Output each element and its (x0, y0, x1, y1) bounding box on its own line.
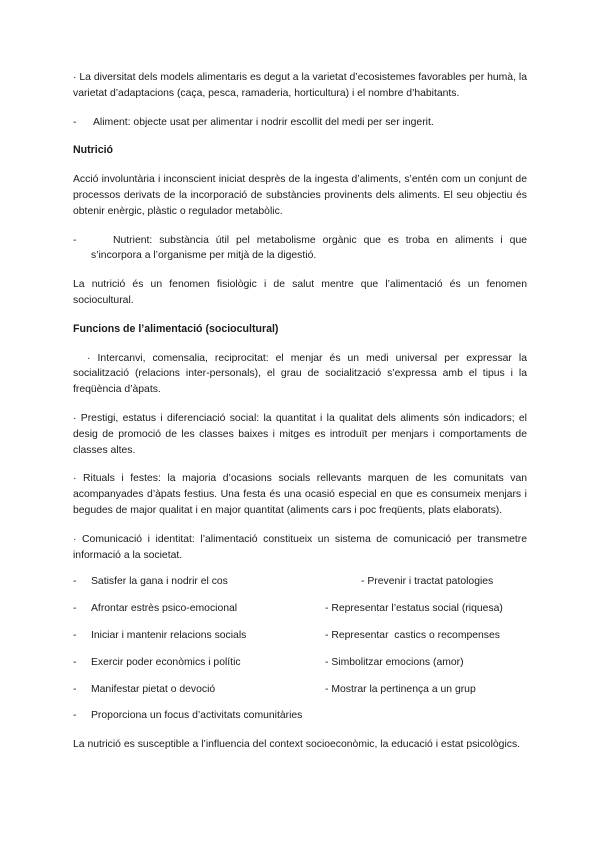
function-right: - Mostrar la pertinença a un grup (325, 683, 476, 695)
paragraph-intercanvi: · Intercanvi, comensalia, reciprocitat: el menjar és un medi universal per expressar la socialització (relacions inter-personals), el grau de socialització s’expressa amb el tipus i la freqüència d’àpats. (73, 352, 530, 396)
paragraph-rituals: · Rituals i festes: la majoria d’ocasions socials rellevants marquen de les comunitats van acompanyades d’àpats festius. Una festa és una ocasió especial en que es consumeix menjars i begudes de major qualitat i en major quantitat (aliments cars i poc freqüents, plats elaborats). (73, 473, 527, 516)
paragraph-fenomen: La nutrició és un fenomen fisiològic i de salut mentre que l’alimentació és un fenomen sociocultural. (73, 279, 527, 306)
function-left: Iniciar i mantenir relacions socials (91, 629, 247, 641)
function-row (73, 628, 527, 644)
function-right: - Representar castics o recompenses (325, 629, 500, 641)
paragraph-final: La nutrició es susceptible a l’influencia del context socioeconòmic, la educació i estat psicològics. (73, 739, 521, 751)
paragraph-prestigi: · Prestigi, estatus i diferenciació social: la quantitat i la qualitat dels aliments són indicadors; el desig de promoció de les classes baixes i mitges es introduït per menjars i comportaments de classes altes. (73, 412, 527, 456)
function-row (73, 601, 527, 617)
dash-marker: - (73, 656, 77, 668)
function-row (73, 682, 527, 698)
function-left: Satisfer la gana i nodrir el cos (91, 576, 228, 588)
function-row (73, 708, 527, 724)
function-right: - Representar l’estatus social (riquesa) (325, 603, 503, 615)
function-right: - Prevenir i tractat patologies (361, 576, 494, 588)
paragraph-comunicacio: · Comunicació i identitat: l’alimentació constitueix un sistema de comunicació per transmetre informació a la societat. (73, 533, 527, 561)
function-right: - Simbolitzar emocions (amor) (325, 656, 464, 668)
dash-marker: - (73, 683, 77, 695)
definition-aliment (73, 115, 527, 131)
heading-funcions: Funcions de l’alimentació (sociocultural) (73, 322, 279, 335)
definition-text: Nutrient: substància útil pel metabolisme orgànic que es troba en aliments i que s’incorpora a l’organisme per mitjà de la digestió. (91, 234, 527, 262)
function-row (73, 655, 527, 671)
function-row (73, 574, 527, 590)
function-left: Proporciona un focus d’activitats comunitàries (91, 710, 303, 722)
heading-nutricio: Nutrició (73, 144, 114, 157)
definition-text: Aliment: objecte usat per alimentar i nodrir escollit del medi per ser ingerit. (93, 116, 434, 128)
function-left: Manifestar pietat o devoció (91, 683, 216, 695)
dash-marker: - (73, 629, 77, 641)
dash-marker: - (73, 116, 77, 128)
definition-nutrient (73, 233, 527, 265)
paragraph-nutricio: Acció involuntària i inconscient iniciat desprès de la ingesta d’aliments, s’entén com un conjunt de processos derivats de la incorporació de substàncies provinents dels aliments. El seu objectiu és obtenir enèrgic, plàstic o regulador metabòlic. (73, 174, 527, 217)
paragraph-diversitat: · La diversitat dels models alimentaris es degut a la varietat d’ecosistemes favorables per humà, la varietat d’adaptacions (caça, pesca, ramaderia, horticultura) i el nombre d’habitants. (73, 72, 527, 99)
dash-marker: - (73, 603, 77, 615)
function-left: Exercir poder econòmics i polític (91, 656, 241, 668)
dash-marker: - (73, 576, 77, 588)
document-page (73, 70, 530, 753)
dash-marker: - (73, 234, 77, 246)
dash-marker: - (73, 710, 77, 722)
function-left: Afrontar estrès psico-emocional (91, 603, 238, 615)
